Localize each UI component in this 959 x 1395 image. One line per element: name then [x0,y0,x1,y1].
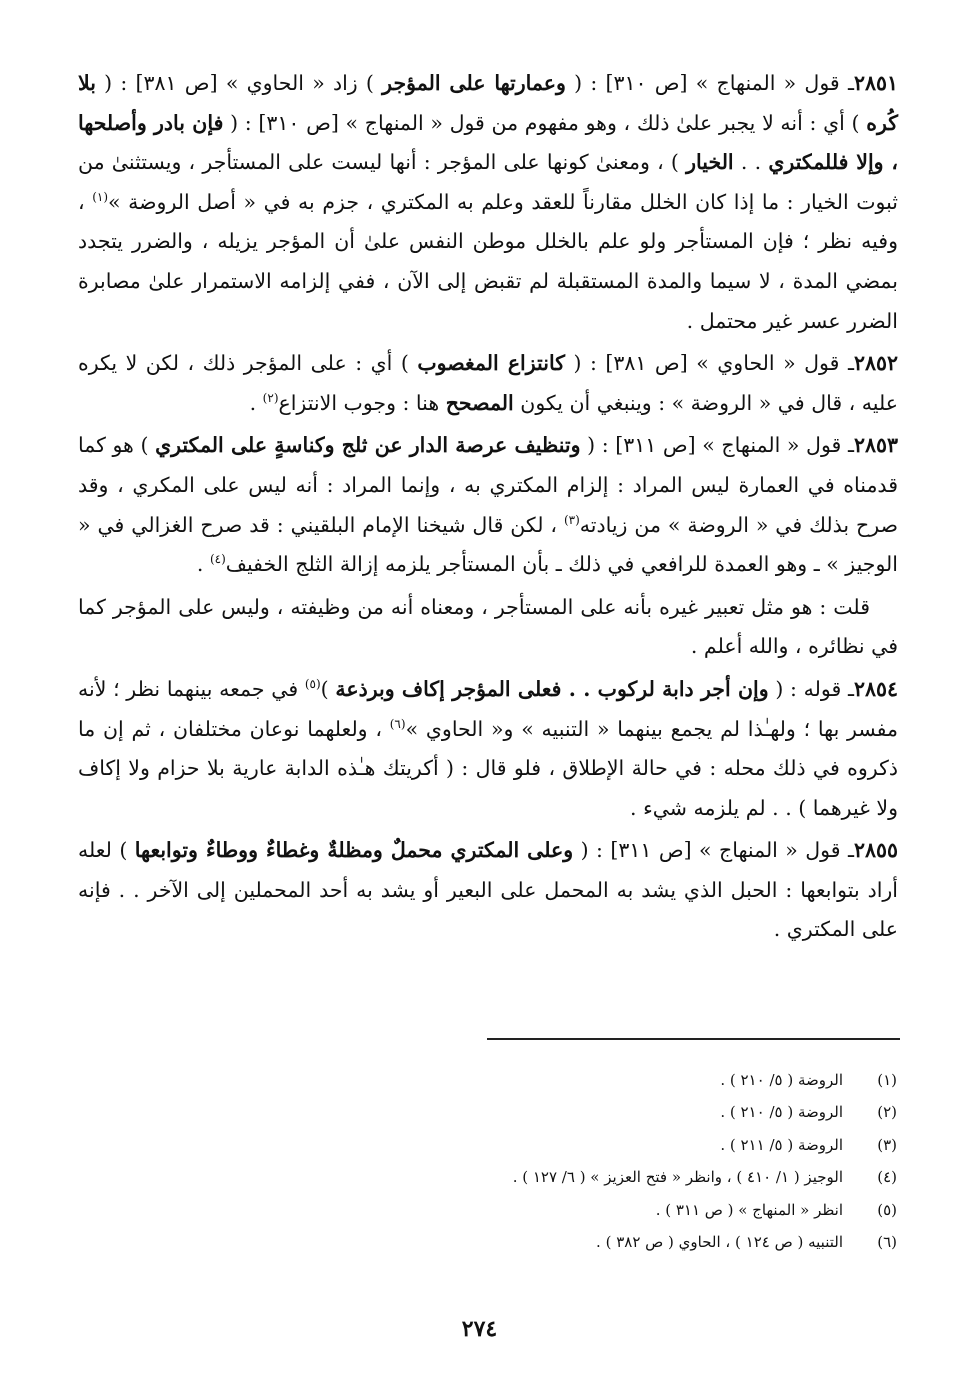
paragraph [78,831,898,950]
text-segment: . . [733,150,769,175]
footnote-number: (٣) [877,1135,897,1154]
text-segment: ) أي : على المؤجر ذلك ، لكن لا يكره عليه ، قال في « الروضة » : وينبغي أن يكون [78,351,898,415]
quoted-text: وإن أجر دابة لركوب . . فعلى المؤجر إكاف وبرذعة [335,676,769,701]
footnote-text: انظر « المنهاج » ( ص ٣١١ ) . [655,1200,843,1219]
footnote-text: الروضة ( ٥/ ٢١٠ ) . [720,1103,843,1122]
footnote-number: (٦) [877,1233,897,1252]
quoted-text: وتنظيف عرصة الدار عن ثلج وكناسةٍ على المكتري [155,433,581,458]
footnotes-list [447,1064,897,1258]
text-segment: ، ولعلهما نوعان مختلفان ، ثم إن ما ذكروه في ذلك محله : في حالة الإطلاق ، فلو قال : ( أكريتك هـٰذه الدابة عارية بلا حزام ولا إكاف ولا غيرهما ) . . لم يلزمه شيء . [78,716,898,820]
footnote-text: الوجيز ( ١/ ٤١٠ ) ، وانظر « فتح العزيز » ( ٦/ ١٢٧ ) . [512,1168,843,1187]
main-text-body [78,64,898,953]
footnote-text: التنبيه ( ص ١٢٤ ) ، الحاوي ( ص ٣٨٢ ) . [596,1233,843,1252]
text-segment: في جمعه بينهما نظر ؛ لأنه مفسر بها ؛ ولهـٰذا لم يجمع بينهما « التنبيه » و« الحاوي » [78,676,898,741]
text-segment: ـ قول « المنهاج » [ص ٣١١] : ( [573,838,854,863]
footnote-number: (١) [877,1071,897,1089]
text-segment: ) هو كما قدمناه في العمارة ليس المراد : إلزام المكتري به ، وإنما المراد : أنه ليس على المكري ، وقد صرح بذلك في « الروضة » من زيادته [78,433,898,537]
text-segment: ) لعله أراد بتوابعها : الحبل الذي يشد به المحمل على البعير أو يشد به أحد المحملين إلى الآخر . . فإنه على المكتري . [78,838,898,942]
text-segment: . [196,552,210,577]
footnote [447,1096,897,1128]
paragraph [78,588,898,667]
text-segment: ) أي : أنه لا يجبر علىٰ ذلك ، وهو مفهوم من قول « المنهاج » [ص ٣١٠] : ( [223,110,867,135]
text-segment: ) ، ومعنىٰ كونها على المؤجر : أنها ليست على المستأجر ، ويستثنىٰ من ثبوت الخيار : ما إذا كان الخلل مقارناً للعقد وعلم به المكتري ، جزم به في « أصل الروضة » [78,150,898,214]
footnote-ref: (٤) [209,552,226,567]
quoted-text: المصحح [445,390,514,415]
text-segment: ) زاد « الحاوي » [ص ٣٨١] : ( [95,71,383,95]
footnote [447,1064,897,1096]
text-segment: ) [320,676,336,701]
quoted-text: فإن بادر وأصلحها ، وإلا فللمكتري [78,110,898,175]
footnote [447,1226,897,1258]
paragraph [78,344,898,423]
footnote-separator [487,1038,900,1040]
text-segment: ـ قول « المنهاج » [ص ٣١٠] : ( [565,71,854,95]
paragraph-number: ٢٨٥٥ [853,838,899,863]
paragraph-number: ٢٨٥١ [853,71,898,95]
page-number: ٢٧٤ [461,1316,498,1342]
footnote-text: الروضة ( ٥/ ٢١١ ) . [720,1135,843,1154]
footnote-ref: (٥) [304,677,321,692]
quoted-text: وعلى المكتري محملٌ ومظلةٌ وغطاءٌ ووطاءٌ وتوابعها [134,838,574,863]
quoted-text: الخيار [686,150,734,175]
footnote [447,1194,897,1226]
footnote-ref: (٢) [262,390,279,405]
footnote-ref: (٣) [563,512,580,527]
paragraph [78,64,898,341]
text-segment: ، وفيه نظر ؛ فإن المستأجر ولو علم بالخلل موطن النفس علىٰ أن المؤجر يزيله ، والضرر يتجدد بمضي المدة ، لا سيما والمدة المستقبلة لم تقبض إلى الآن ، ففي إلزامه الاستمرار علىٰ مصابرة الضرر عسر غير محتمل . [78,189,898,333]
footnote-number: (٤) [877,1168,897,1187]
paragraph-number: ٢٨٥٢ [853,351,899,376]
paragraph-number: ٢٨٥٤ [853,676,898,701]
footnote-number: (٥) [877,1200,897,1219]
quoted-text: كانتزاع المغصوب [417,351,565,376]
footnote-ref: (١) [92,189,109,204]
text-segment: ، لكن قال شيخنا الإمام البلقيني : قد صرح الغزالي في « الوجيز » ـ وهو العمدة للرافعي في ذلك ـ بأن المستأجر يلزمه إزالة الثلج الخفيف [78,512,898,577]
footnote-number: (٢) [877,1103,897,1122]
paragraph-number: ٢٨٥٣ [853,433,899,458]
text-segment: ـ قول « المنهاج » [ص ٣١١] : ( [580,433,854,458]
footnote [447,1161,897,1193]
text-segment: . [249,390,263,415]
footnote [447,1129,897,1161]
text-segment: قلت : هو مثل تعبير غيره بأنه على المستأجر ، ومعناه أنه من وظيفته ، وليس على المؤجر كما في نظائره ، والله أعلم . [78,594,898,659]
quoted-text: بلا كُره [78,71,899,135]
footnote-ref: (٦) [389,716,406,731]
footnote-text: الروضة ( ٥/ ٢١٠ ) . [720,1071,843,1089]
text-segment: هنا : وجوب الانتزاع [278,390,446,415]
paragraph [78,670,898,828]
text-segment: ـ قول « الحاوي » [ص ٣٨١] : ( [564,351,854,376]
quoted-text: وعمارتها على المؤجر [382,71,566,95]
text-segment: ـ قوله : ( [768,676,854,701]
paragraph [78,426,898,584]
